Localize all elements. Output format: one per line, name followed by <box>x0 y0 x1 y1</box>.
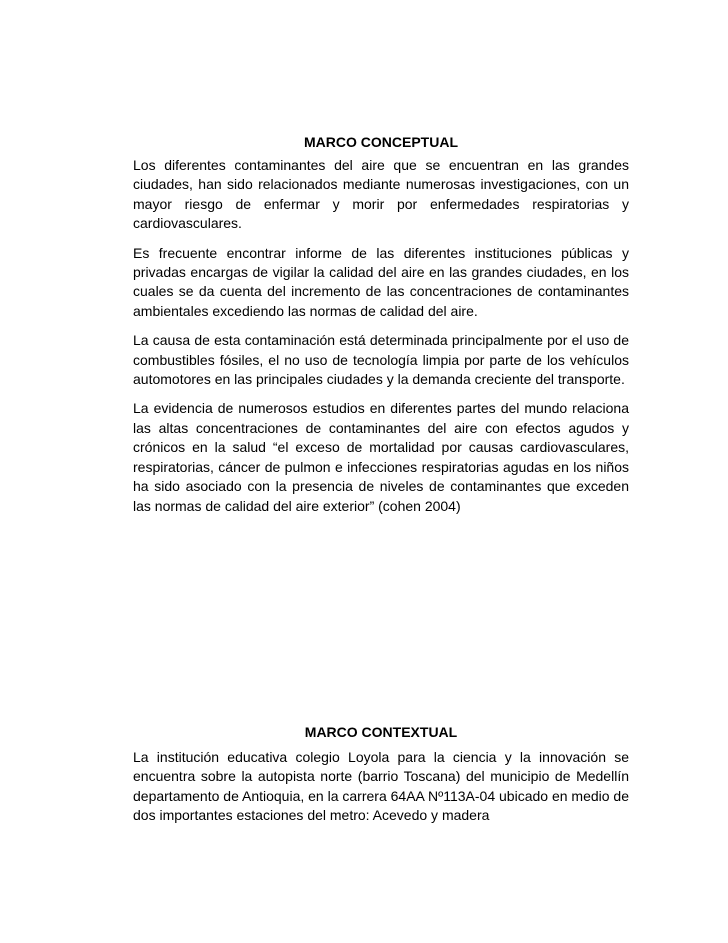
marco-contextual-heading: MARCO CONTEXTUAL <box>304 724 458 740</box>
marco-contextual-section <box>133 748 629 836</box>
paragraph: Los diferentes contaminantes del aire que se encuentran en las grandes ciudades, han sido relacionados mediante numerosas investigaciones, con un mayor riesgo de enfermar y morir por enfermedades respiratorias y cardiovasculares. <box>133 157 629 232</box>
paragraph: La institución educativa colegio Loyola para la ciencia y la innovación se encuentra sobre la autopista norte (barrio Toscana) del municipio de Medellín departamento de Antioquia, en la carrera 64AA Nº113A-04 ubicado en medio de dos importantes estaciones del metro: Acevedo y madera <box>133 749 629 824</box>
paragraph: Es frecuente encontrar informe de las diferentes instituciones públicas y privadas encargas de vigilar la calidad del aire en las grandes ciudades, en los cuales se da cuenta del incremento de las concentraciones de contaminantes ambientales excediendo las normas de calidad del aire. <box>133 244 629 319</box>
marco-conceptual-heading: MARCO CONCEPTUAL <box>304 134 458 150</box>
marco-conceptual-section <box>133 156 629 526</box>
paragraph: La evidencia de numerosos estudios en diferentes partes del mundo relaciona las altas concentraciones de contaminantes del aire con efectos agudos y crónicos en la salud “el exceso de mortalidad por causas cardiovasculares, respiratorias, cáncer de pulmon e infecciones respiratorias agudas en los niños ha sido asociado con la presencia de niveles de contaminantes que exceden las normas de calidad del aire exterior” (cohen 2004) <box>133 400 629 514</box>
paragraph: La causa de esta contaminación está determinada principalmente por el uso de combustibles fósiles, el no uso de tecnología limpia por parte de los vehículos automotores en las principales ciudades y la demanda creciente del transporte. <box>133 332 629 388</box>
